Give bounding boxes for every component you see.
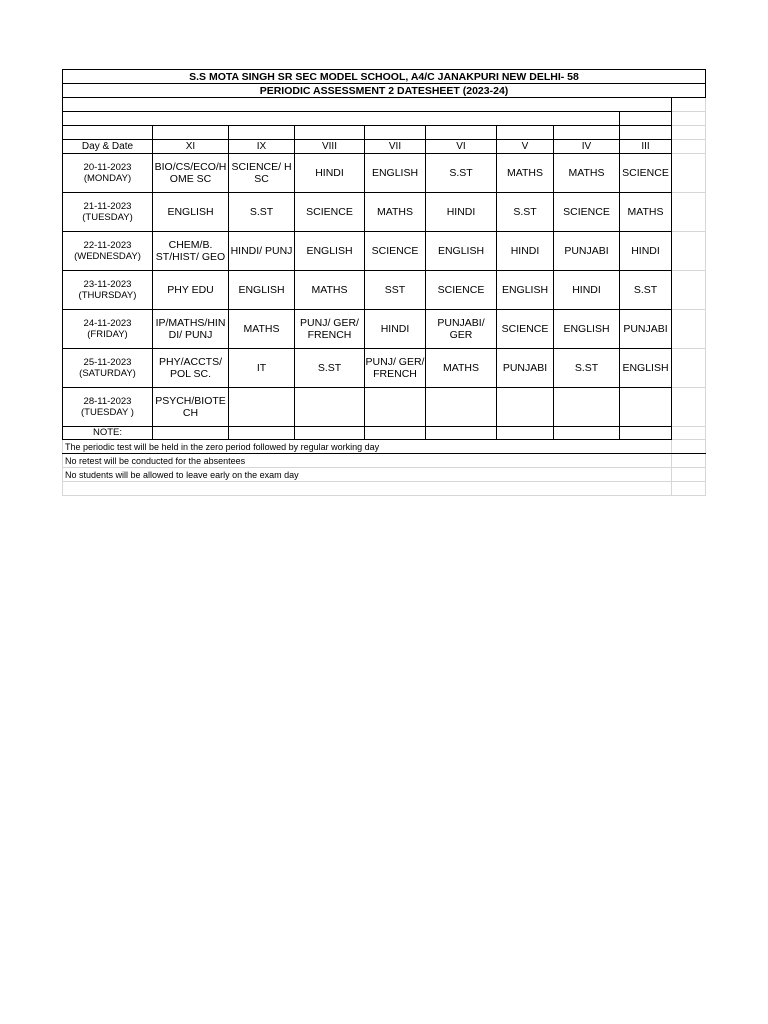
subject-cell: MATHS [554,154,620,193]
exam-date [63,388,153,427]
exam-row [63,154,706,193]
subject-cell: HINDI [554,271,620,310]
exam-date [63,349,153,388]
subject-cell [620,388,672,427]
header-row [63,140,706,154]
exam-date [63,232,153,271]
subject-cell [426,388,497,427]
subject-cell: ENGLISH [426,232,497,271]
school-title: S.S MOTA SINGH SR SEC MODEL SCHOOL, A4/C JANAKPURI NEW DELHI- 58 [63,70,706,84]
class-header: III [620,140,672,154]
subject-cell: ENGLISH [620,349,672,388]
blank-row [63,112,620,126]
subject-cell: PUNJ/ GER/ FRENCH [365,349,426,388]
exam-date [63,154,153,193]
exam-day: (MONDAY) [83,173,132,184]
subject-cell [229,388,295,427]
subject-cell: IT [229,349,295,388]
exam-day: (TUESDAY) [82,212,133,223]
exam-row [63,388,706,427]
subject-cell: SST [365,271,426,310]
class-header: XI [153,140,229,154]
subject-cell [295,388,365,427]
exam-row [63,349,706,388]
subject-cell: ENGLISH [229,271,295,310]
subject-cell: IP/MATHS/HIN DI/ PUNJ [153,310,229,349]
subject-cell: ENGLISH [295,232,365,271]
class-header: V [497,140,554,154]
exam-day: (SATURDAY) [79,368,136,379]
subject-cell: HINDI [295,154,365,193]
exam-date-value: 21-11-2023 [83,201,132,212]
subject-cell: SCIENCE [295,193,365,232]
exam-date-value: 25-11-2023 [83,357,132,368]
note-text: No students will be allowed to leave early on the exam day [63,468,672,482]
class-header: IV [554,140,620,154]
subject-cell: HINDI [620,232,672,271]
subject-cell: S.ST [295,349,365,388]
subject-cell: PHY EDU [153,271,229,310]
subject-cell: SCIENCE [497,310,554,349]
subject-cell: S.ST [497,193,554,232]
subject-cell: MATHS [295,271,365,310]
exam-row [63,310,706,349]
subject-cell: ENGLISH [554,310,620,349]
subject-cell [365,388,426,427]
subject-cell: HINDI/ PUNJ [229,232,295,271]
exam-day: (THURSDAY) [78,290,137,301]
exam-date [63,310,153,349]
exam-day: (TUESDAY ) [81,407,134,418]
subject-cell: HINDI [426,193,497,232]
subject-cell: PUNJABI/ GER [426,310,497,349]
day-date-header: Day & Date [63,140,153,154]
class-header: VII [365,140,426,154]
subject-cell: PUNJABI [554,232,620,271]
class-header: VI [426,140,497,154]
exam-date-value: 20-11-2023 [83,162,132,173]
note-label: NOTE: [63,427,153,440]
subject-cell: MATHS [620,193,672,232]
subject-cell: HINDI [497,232,554,271]
subject-cell: ENGLISH [497,271,554,310]
subject-cell: SCIENCE/ H SC [229,154,295,193]
exam-date-value: 22-11-2023 [83,240,132,251]
exam-date-value: 23-11-2023 [83,279,132,290]
subject-cell: S.ST [620,271,672,310]
exam-date-value: 24-11-2023 [83,318,132,329]
subject-cell: SCIENCE [426,271,497,310]
subject-cell: SCIENCE [365,232,426,271]
exam-row [63,271,706,310]
exam-day: (FRIDAY) [87,329,128,340]
subject-cell: MATHS [497,154,554,193]
subject-cell: SCIENCE [554,193,620,232]
datesheet-table [62,69,706,496]
subject-cell: ENGLISH [153,193,229,232]
subject-cell: MATHS [229,310,295,349]
exam-row [63,193,706,232]
exam-row [63,232,706,271]
subject-cell: CHEM/B. ST/HIST/ GEO [153,232,229,271]
subject-cell: BIO/CS/ECO/H OME SC [153,154,229,193]
exam-day: (WEDNESDAY) [74,251,141,262]
class-header: IX [229,140,295,154]
subject-cell: PHY/ACCTS/ POL SC. [153,349,229,388]
exam-date [63,271,153,310]
subject-cell: MATHS [426,349,497,388]
note-text: The periodic test will be held in the zero period followed by regular working day [63,440,672,454]
subject-cell: PSYCH/BIOTE CH [153,388,229,427]
blank-row [63,98,672,112]
subject-cell: ENGLISH [365,154,426,193]
note-text: No retest will be conducted for the absentees [63,454,672,468]
subject-cell: S.ST [229,193,295,232]
subject-cell [554,388,620,427]
subject-cell: S.ST [426,154,497,193]
subject-cell: S.ST [554,349,620,388]
subject-cell: PUNJABI [497,349,554,388]
subject-cell [497,388,554,427]
datesheet [62,69,706,496]
exam-date [63,193,153,232]
subject-cell: MATHS [365,193,426,232]
subject-cell: HINDI [365,310,426,349]
class-header: VIII [295,140,365,154]
subject-cell: PUNJ/ GER/ FRENCH [295,310,365,349]
exam-date-value: 28-11-2023 [83,396,132,407]
sheet-title: PERIODIC ASSESSMENT 2 DATESHEET (2023-24) [63,84,706,98]
subject-cell: PUNJABI [620,310,672,349]
subject-cell: SCIENCE [620,154,672,193]
